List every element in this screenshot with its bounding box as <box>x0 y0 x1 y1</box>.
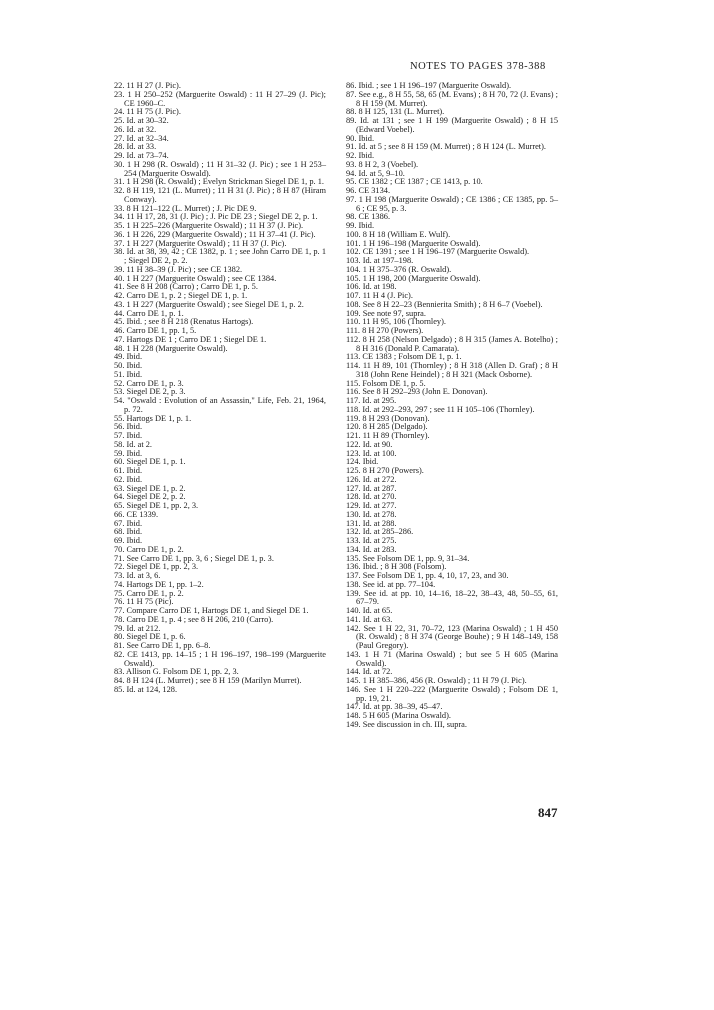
footnote-entry: 146. See 1 H 220–222 (Marguerite Oswald) ; Folsom DE 1, pp. 19, 21. <box>346 684 558 703</box>
footnote-entry: 79. Id. at 212. <box>114 623 161 633</box>
footnote-entry: 69. Ibid. <box>114 536 143 545</box>
footnote-entry: 33. 8 H 121–122 (L. Murret) ; J. Pic DE 9. <box>114 203 257 213</box>
footnote-entry: 72. Siegel DE 1, pp. 2, 3. <box>114 562 199 572</box>
notes-column-left <box>114 82 326 695</box>
footnote-entry: 34. 11 H 17, 28, 31 (J. Pic) ; J. Pic DE 23 ; Siegel DE 2, p. 1. <box>114 212 318 222</box>
footnote-entry: 124. Ibid. <box>346 457 379 467</box>
footnote-entry: 130. Id. at 278. <box>346 509 397 519</box>
footnote-entry: 66. CE 1339. <box>114 509 159 519</box>
footnote-entry: 140. Id. at 65. <box>346 606 393 615</box>
footnote-entry: 139. See id. at pp. 10, 14–16, 18–22, 38–43, 48, 50–55, 61, 67–79. <box>346 588 558 607</box>
footnote-entry: 122. Id. at 90. <box>346 439 393 449</box>
footnote-entry: 26. Id. at 32. <box>114 124 157 134</box>
footnote-entry: 54. "Oswald : Evolution of an Assassin," Life, Feb. 21, 1964, p. 72. <box>114 396 326 414</box>
footnote-entry: 58. Id. at 2. <box>114 439 153 449</box>
footnote-entry: 92. Ibid. <box>346 151 375 160</box>
footnote-entry: 63. Siegel DE 1, p. 2. <box>114 483 186 493</box>
footnote-entry: 100. 8 H 18 (William E. Wulf). <box>346 229 451 239</box>
footnote-entry: 77. Compare Carro DE 1, Hartogs DE 1, and Siegel DE 1. <box>114 606 309 615</box>
footnote-entry: 38. Id. at 38, 39, 42 ; CE 1382, p. 1 ; see John Carro DE 1, p. 1 ; Siegel DE 2, p. 2. <box>114 247 326 265</box>
footnote-entry: 114. 11 H 89, 101 (Thornley) ; 8 H 318 (Allen D. Graf) ; 8 H 318 (John Rene Heindel) ; 8 H 321 (Mack Osborne). <box>346 361 558 379</box>
notes-column-right <box>346 82 558 730</box>
footnote-entry: 125. 8 H 270 (Powers). <box>346 466 424 475</box>
footnote-entry: 27. Id. at 32–34. <box>114 133 169 143</box>
footnote-entry: 134. Id. at 283. <box>346 544 397 554</box>
footnote-entry: 42. Carro DE 1, p. 2 ; Siegel DE 1, p. 1. <box>114 291 248 300</box>
footnote-entry: 45. Ibid. ; see 8 H 218 (Renatus Hartogs). <box>114 317 254 327</box>
footnote-entry: 67. Ibid. <box>114 518 143 528</box>
footnote-entry: 131. Id. at 288. <box>346 518 397 528</box>
footnote-entry: 46. Carro DE 1, pp. 1, 5. <box>114 326 197 335</box>
footnote-entry: 137. See Folsom DE 1, pp. 4, 10, 17, 23, and 30. <box>346 571 509 580</box>
footnote-entry: 70. Carro DE 1, p. 2. <box>114 544 184 554</box>
footnote-entry: 94. Id. at 5, 9–10. <box>346 168 405 178</box>
footnote-entry: 83. Allison G. Folsom DE 1, pp. 2, 3. <box>114 667 239 677</box>
footnote-entry: 50. Ibid. <box>114 361 143 370</box>
footnote-entry: 68. Ibid. <box>114 527 143 537</box>
footnote-entry: 93. 8 H 2, 3 (Voebel). <box>346 159 419 169</box>
footnote-entry: 108. See 8 H 22–23 (Bennierita Smith) ; 8 H 6–7 (Voebel). <box>346 299 543 309</box>
footnote-entry: 147. Id. at pp. 38–39, 45–47. <box>346 702 443 712</box>
footnote-entry: 111. 8 H 270 (Powers). <box>346 326 424 335</box>
footnote-entry: 88. 8 H 125, 131 (L. Murret). <box>346 107 445 117</box>
footnote-entry: 65. Siegel DE 1, pp. 2, 3. <box>114 501 199 510</box>
footnote-entry: 132. Id. at 285–286. <box>346 527 414 537</box>
footnote-entry: 84. 8 H 124 (L. Murret) ; see 8 H 159 (Marilyn Murret). <box>114 676 302 685</box>
footnote-entry: 105. 1 H 198, 200 (Marguerite Oswald). <box>346 273 481 283</box>
footnote-entry: 57. Ibid. <box>114 431 143 440</box>
footnote-entry: 136. Ibid. ; 8 H 308 (Folsom). <box>346 562 447 572</box>
footnote-entry: 129. Id. at 277. <box>346 501 397 510</box>
footnote-entry: 60. Siegel DE 1, p. 1. <box>114 457 186 467</box>
footnote-entry: 23. 1 H 250–252 (Marguerite Oswald) : 11 H 27–29 (J. Pic); CE 1960–C. <box>114 89 326 108</box>
footnote-entry: 135. See Folsom DE 1, pp. 9, 31–34. <box>346 553 470 563</box>
footnote-entry: 87. See e.g., 8 H 55, 58, 65 (M. Evans) ; 8 H 70, 72 (J. Evans) ; 8 H 159 (M. Murret). <box>346 89 558 108</box>
footnote-entry: 144. Id. at 72. <box>346 667 393 677</box>
footnote-entry: 145. 1 H 385–386, 456 (R. Oswald) ; 11 H 79 (J. Pic). <box>346 676 527 685</box>
footnote-entry: 35. 1 H 225–226 (Marguerite Oswald) ; 11 H 37 (J. Pic). <box>114 221 304 230</box>
footnote-entry: 71. See Carro DE 1, pp. 3, 6 ; Siegel DE 1, p. 3. <box>114 553 274 563</box>
footnote-entry: 48. 1 H 228 (Marguerite Oswald). <box>114 343 228 353</box>
footnote-entry: 115. Folsom DE 1, p. 5. <box>346 378 426 388</box>
footnote-entry: 142. See 1 H 22, 31, 70–72, 123 (Marina Oswald) ; 1 H 450 (R. Oswald) ; 8 H 374 (George Bouhe) ; 9 H 148–149, 158 (Paul Gregory). <box>346 623 558 650</box>
footnote-entry: 76. 11 H 75 (Pic). <box>114 597 174 607</box>
footnote-entry: 44. Carro DE 1, p. 1. <box>114 308 184 318</box>
running-head: NOTES TO PAGES 378-388 <box>410 61 546 72</box>
footnote-entry: 98. CE 1386. <box>346 212 391 222</box>
footnote-entry: 43. 1 H 227 (Marguerite Oswald) ; see Siegel DE 1, p. 2. <box>114 299 304 309</box>
footnote-entry: 91. Id. at 5 ; see 8 H 159 (M. Murret) ; 8 H 124 (L. Murret). <box>346 142 546 152</box>
footnote-entry: 127. Id. at 287. <box>346 483 397 493</box>
footnote-entry: 102. CE 1391 ; see 1 H 196–197 (Marguerite Oswald). <box>346 247 530 257</box>
footnote-entry: 55. Hartogs DE 1, p. 1. <box>114 413 192 423</box>
footnote-entry: 121. 11 H 89 (Thornley). <box>346 431 430 440</box>
footnote-entry: 133. Id. at 275. <box>346 536 397 545</box>
footnote-entry: 73. Id. at 3, 6. <box>114 571 161 580</box>
page-number: 847 <box>538 805 558 820</box>
footnote-entry: 85. Id. at 124, 128. <box>114 684 178 694</box>
footnote-entry: 138. See id. at pp. 77–104. <box>346 579 436 589</box>
footnote-entry: 49. Ibid. <box>114 352 143 362</box>
footnote-entry: 81. See Carro DE 1, pp. 6–8. <box>114 641 211 650</box>
footnote-entry: 82. CE 1413, pp. 14–15 ; 1 H 196–197, 198–199 (Marguerite Oswald). <box>114 649 326 668</box>
footnote-entry: 96. CE 3134. <box>346 186 391 195</box>
footnote-entry: 107. 11 H 4 (J. Pic). <box>346 291 413 300</box>
footnote-entry: 118. Id. at 292–293, 297 ; see 11 H 105–106 (Thornley). <box>346 404 535 414</box>
footnote-entry: 75. Carro DE 1, p. 2. <box>114 588 184 598</box>
footnote-entry: 109. See note 97, supra. <box>346 308 426 318</box>
footnote-entry: 110. 11 H 95, 106 (Thornley). <box>346 317 446 327</box>
footnote-entry: 32. 8 H 119, 121 (L. Murret) ; 11 H 31 (J. Pic) ; 8 H 87 (Hiram Conway). <box>114 186 326 204</box>
footnote-entry: 29. Id. at 73–74. <box>114 151 169 160</box>
footnote-entry: 95. CE 1382 ; CE 1387 ; CE 1413, p. 10. <box>346 177 483 187</box>
footnote-entry: 28. Id. at 33. <box>114 142 157 152</box>
footnote-entry: 52. Carro DE 1, p. 3. <box>114 378 184 388</box>
footnote-entry: 64. Siegel DE 2, p. 2. <box>114 492 186 502</box>
footnote-entry: 126. Id. at 272. <box>346 474 397 484</box>
footnote-entry: 56. Ibid. <box>114 422 143 432</box>
footnote-entry: 101. 1 H 196–198 (Marguerite Oswald). <box>346 238 481 248</box>
footnote-entry: 59. Ibid. <box>114 448 143 458</box>
footnote-entry: 103. Id. at 197–198. <box>346 256 414 265</box>
footnote-entry: 116. See 8 H 292–293 (John E. Donovan). <box>346 387 488 397</box>
footnote-entry: 90. Ibid. <box>346 133 375 143</box>
footnote-entry: 128. Id. at 270. <box>346 492 397 502</box>
footnote-entry: 74. Hartogs DE 1, pp. 1–2. <box>114 579 204 589</box>
footnote-entry: 148. 5 H 605 (Marina Oswald). <box>346 711 451 720</box>
footnote-entry: 41. See 8 H 208 (Carro) ; Carro DE 1, p. 5. <box>114 282 258 292</box>
footnote-entry: 51. Ibid. <box>114 369 143 379</box>
footnote-entry: 89. Id. at 131 ; see 1 H 199 (Marguerite Oswald) ; 8 H 15 (Edward Voebel). <box>346 116 558 134</box>
footnote-entry: 31. 1 H 298 (R. Oswald) ; Evelyn Strickman Siegel DE 1, p. 1. <box>114 177 324 187</box>
footnote-entry: 36. 1 H 226, 229 (Marguerite Oswald) ; 11 H 37–41 (J. Pic). <box>114 229 316 239</box>
footnote-entry: 86. Ibid. ; see 1 H 196–197 (Marguerite Oswald). <box>346 81 512 90</box>
footnote-entry: 112. 8 H 258 (Nelson Delgado) ; 8 H 315 (James A. Botelho) ; 8 H 316 (Donald P. Camarata). <box>346 334 558 353</box>
footnote-entry: 113. CE 1383 ; Folsom DE 1, p. 1. <box>346 352 462 362</box>
footnote-entry: 25. Id. at 30–32. <box>114 116 169 125</box>
footnote-entry: 99. Ibid. <box>346 221 375 230</box>
footnote-entry: 39. 11 H 38–39 (J. Pic) ; see CE 1382. <box>114 264 243 274</box>
footnote-entry: 143. 1 H 71 (Marina Oswald) ; but see 5 H 605 (Marina Oswald). <box>346 649 558 668</box>
footnote-entry: 61. Ibid. <box>114 466 143 475</box>
footnote-entry: 123. Id. at 100. <box>346 448 397 458</box>
footnote-entry: 106. Id. at 198. <box>346 282 397 292</box>
footnote-entry: 119. 8 H 293 (Donovan). <box>346 413 430 423</box>
footnote-entry: 53. Siegel DE 2, p. 3. <box>114 387 186 397</box>
footnote-entry: 30. 1 H 298 (R. Oswald) ; 11 H 31–32 (J. Pic) ; see 1 H 253–254 (Marguerite Oswald). <box>114 159 326 178</box>
footnote-entry: 40. 1 H 227 (Marguerite Oswald) ; see CE 1384. <box>114 273 277 283</box>
footnote-entry: 97. 1 H 198 (Marguerite Oswald) ; CE 1386 ; CE 1385, pp. 5–6 ; CE 95, p. 3. <box>346 194 558 213</box>
footnote-entry: 120. 8 H 285 (Delgado). <box>346 422 428 432</box>
footnote-entry: 78. Carro DE 1, p. 4 ; see 8 H 206, 210 (Carro). <box>114 614 274 624</box>
footnote-entry: 22. 11 H 27 (J. Pic). <box>114 81 181 90</box>
footnote-entry: 141. Id. at 63. <box>346 614 393 624</box>
footnote-entry: 47. Hartogs DE 1 ; Carro DE 1 ; Siegel DE 1. <box>114 334 267 344</box>
footnote-entry: 149. See discussion in ch. III, supra. <box>346 719 467 729</box>
footnote-entry: 117. Id. at 295. <box>346 396 397 405</box>
footnote-entry: 37. 1 H 227 (Marguerite Oswald) ; 11 H 37 (J. Pic). <box>114 238 287 248</box>
footnote-entry: 24. 11 H 75 (J. Pic). <box>114 107 181 117</box>
footnote-entry: 104. 1 H 375–376 (R. Oswald). <box>346 264 452 274</box>
footnote-entry: 80. Siegel DE 1, p. 6. <box>114 632 186 642</box>
footnote-entry: 62. Ibid. <box>114 474 143 484</box>
